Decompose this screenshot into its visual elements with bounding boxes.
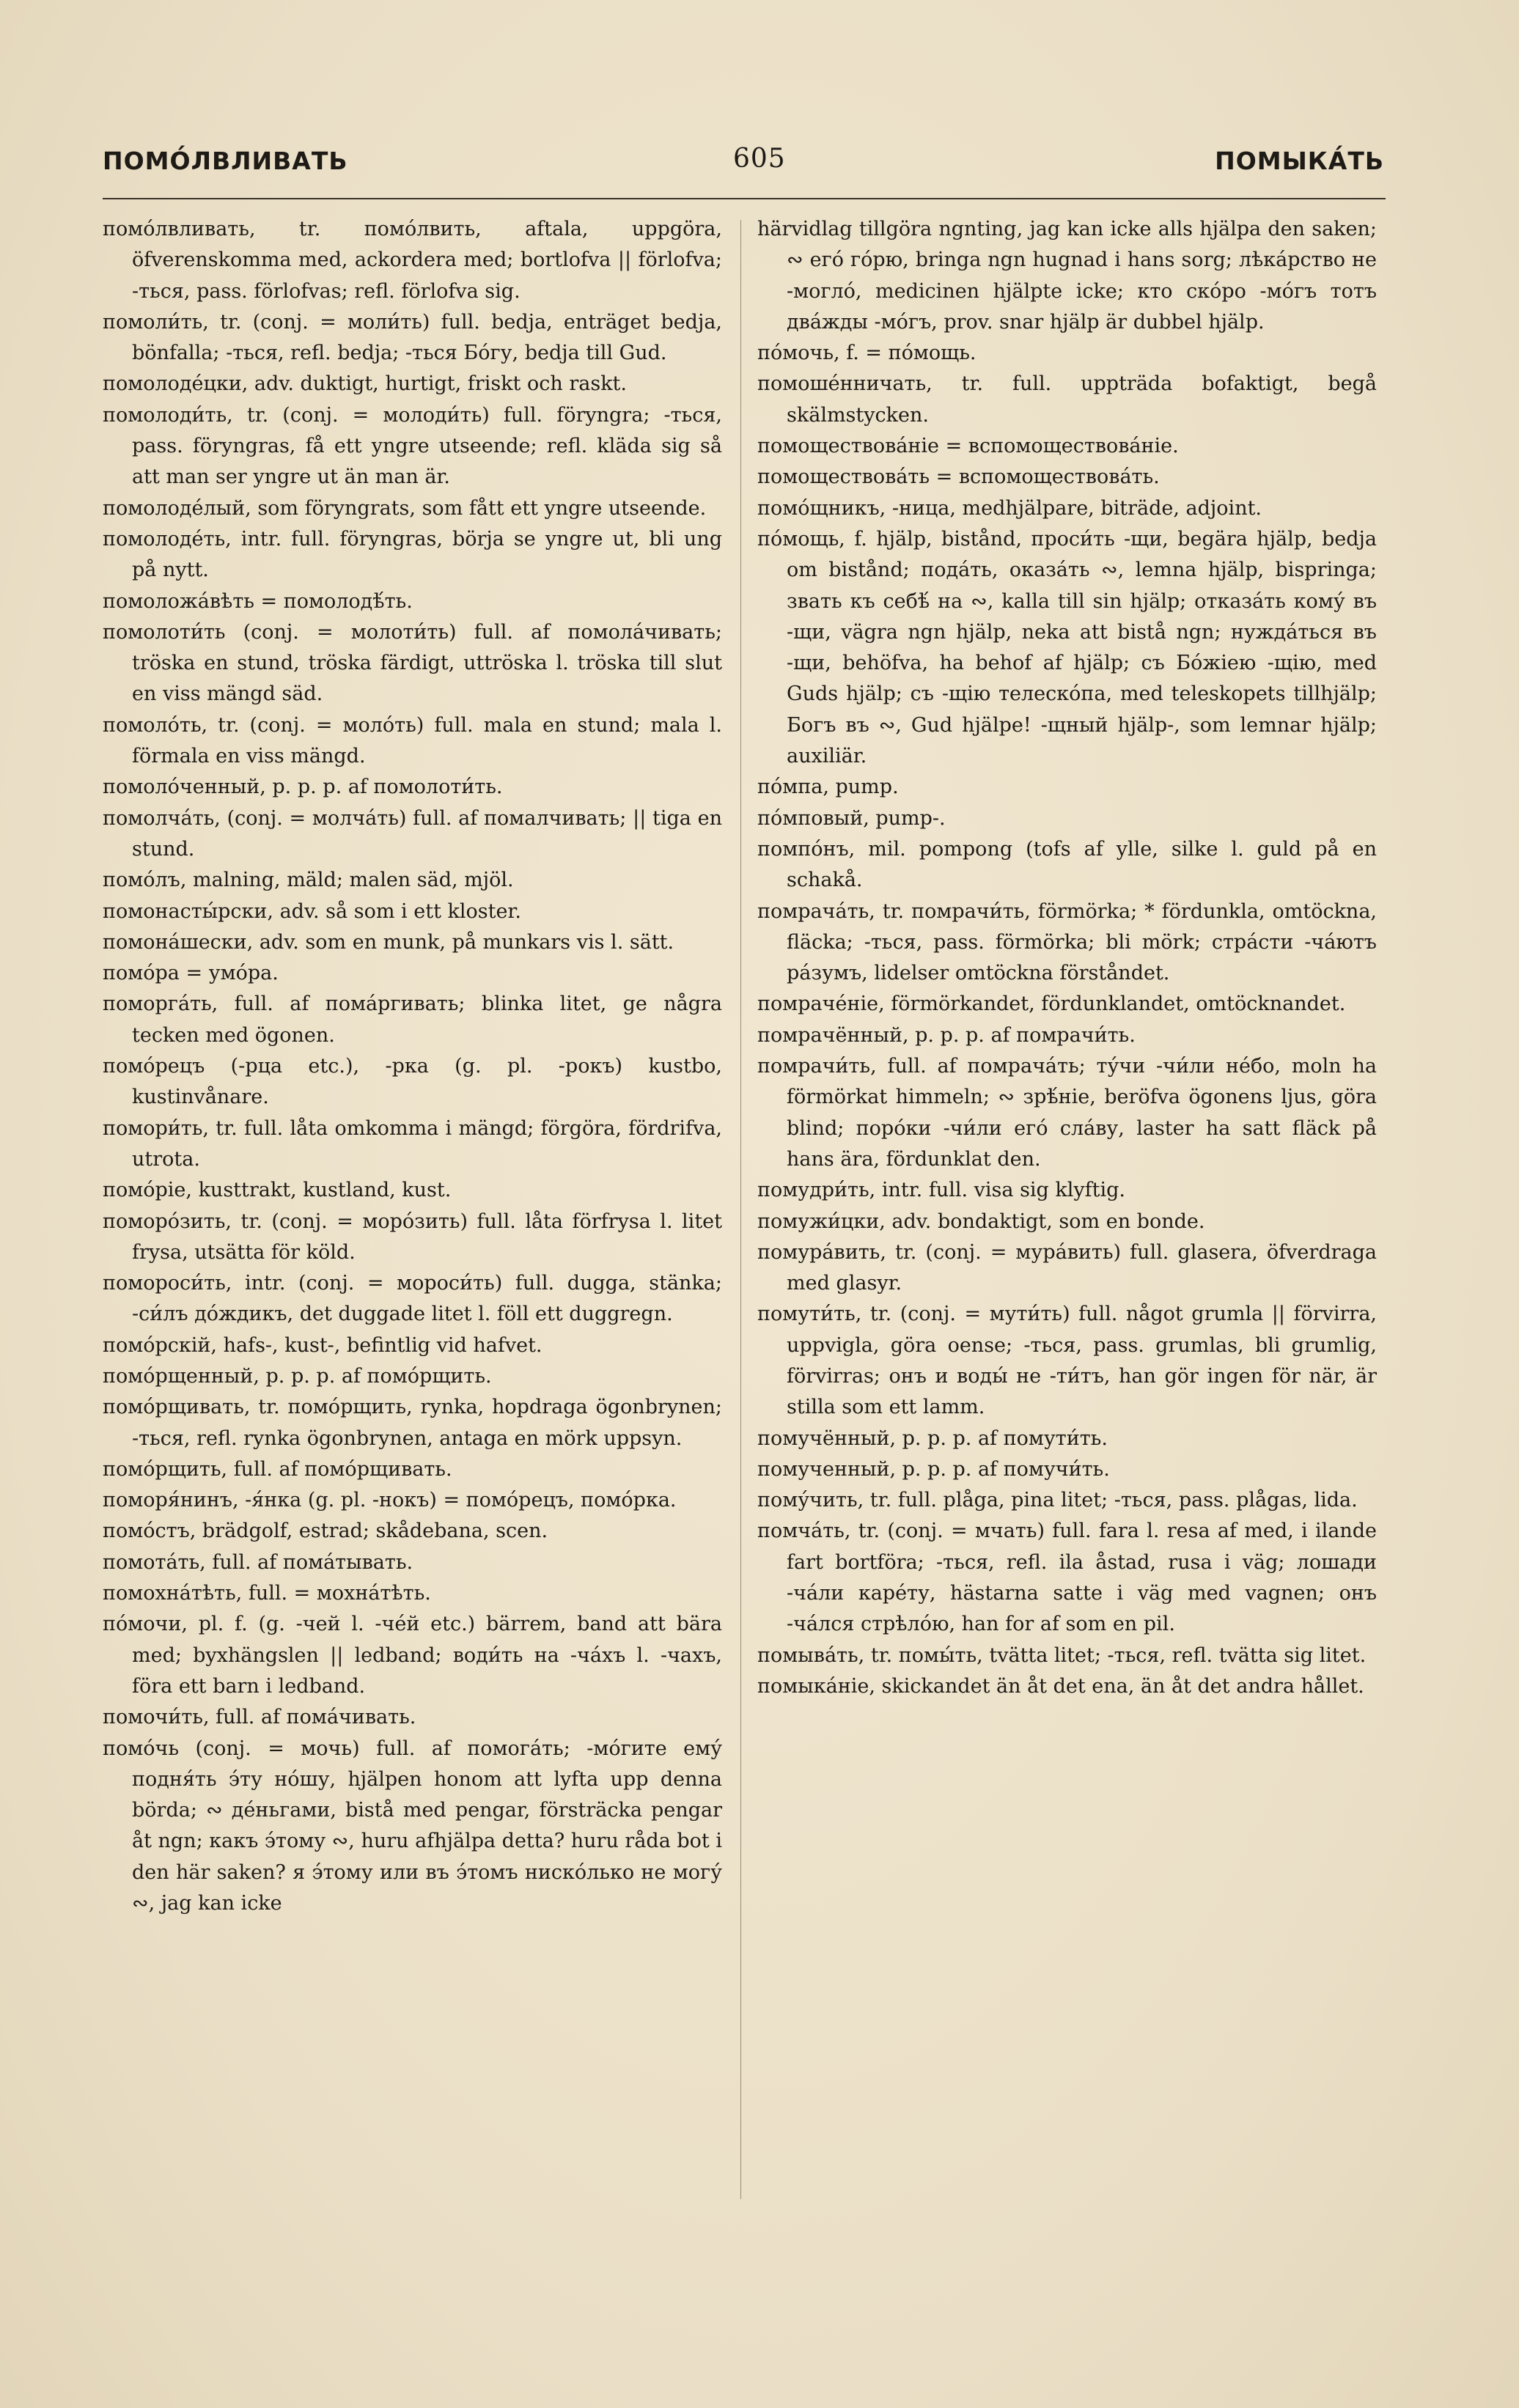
entry: поморо́зить, tr. (conj. = моро́зить) full. låta förfrysa l. litet frysa, utsätta för köld. (103, 1209, 722, 1264)
entry: помолоде́лый, som föryngrats, som fått ett yngre utseende. (103, 496, 707, 520)
entry: помраче́нiе, förmörkandet, fördunklandet, omtöcknandet. (757, 993, 1346, 1016)
entry: по́мповый, pump-. (757, 806, 946, 830)
entry: помоло́ченный, p. p. p. af помолоти́ть. (103, 776, 503, 799)
entry: помучённый, p. p. p. af помути́ть. (757, 1426, 1108, 1450)
entry: помори́ть, tr. full. låta omkomma i mängd; förgöra, fördrifva, utrota. (103, 1116, 722, 1171)
header-right-word: ПОМЫКА́ТЬ (1215, 147, 1384, 175)
entry: помоществова́нiе = вспомоществова́нiе. (757, 435, 1179, 458)
entry: помоли́ть, tr. (conj. = моли́ть) full. bedja, enträget bedja, bönfalla; -ться, refl. bedja; -ться Бо́гу, bedja till Gud. (103, 310, 722, 365)
entry: помудри́ть, intr. full. visa sig klyftig. (757, 1179, 1126, 1202)
column-divider (740, 220, 741, 2199)
entry: härvidlag tillgöra ngnting, jag kan icke alls hjälpa den saken; ∾ его́ го́рю, bringa ngn hugnad i hans sorg; лѣка́рство не -могло́, medicinen hjälpte icke; кто ско́ро -мо́гъ тотъ два́жды -мо́гъ, prov. snar hjälp är dubbel hjälp. (757, 218, 1377, 334)
entry: помо́рie, kusttrakt, kustland, kust. (103, 1179, 452, 1202)
entry: по́мощь, f. hjälp, bistånd, проси́ть -щи, begära hjälp, bedja om bistånd; пода́ть, оказа́ть ∾, lemna hjälp, bispringa; звать къ себѣ́ на ∾, kalla till sin hjälp; отказа́ть кому́ въ -щи, vägra ngn hjälp, neka att bistå ngn; нужда́ться въ -щи, behöfva, ha behof af hjälp; съ Бо́жiею -щiю, med Guds hjälp; съ -щiю телеско́па, med teleskopets tillhjälp; Богъ въ ∾, Gud hjälpe! -щный hjälp-, som lemnar hjälp; auxiliär. (757, 527, 1377, 768)
entry: помолча́ть, (conj. = молча́ть) full. af помалчивать; || tiga en stund. (103, 806, 722, 861)
entry: помура́вить, tr. (conj. = мура́вить) full. glasera, öfverdraga med glasyr. (757, 1240, 1377, 1295)
entry: помоществова́ть = вспомоществова́ть. (757, 465, 1160, 489)
entry: помученный, p. p. p. af помучи́ть. (757, 1457, 1110, 1481)
entry: помо́рщивать, tr. помо́рщить, rynka, hopdraga ögonbrynen; -ться, refl. rynka ögonbrynen, antaga en mörk uppsyn. (103, 1396, 722, 1450)
entry: помороси́ть, intr. (conj. = мороси́ть) full. dugga, stänka; -си́лъ до́ждикъ, det duggade litet l. föll ett duggregn. (103, 1272, 722, 1326)
entry: помо́рскiй, hafs-, kust-, befintlig vid hafvet. (103, 1333, 542, 1357)
entry: помыка́нiе, skickandet än åt det ena, än åt det andra hållet. (757, 1674, 1364, 1698)
left-column (103, 214, 722, 1919)
entry: помохна́тѣть, full. = мохна́тѣть. (103, 1582, 431, 1605)
entry: помолоти́ть (conj. = молоти́ть) full. af помола́чивать; tröska en stund, tröska färdigt, uttröska l. tröska till slut en viss mängd säd. (103, 620, 722, 706)
entry: пому́чить, tr. full. plåga, pina litet; -ться, pass. plågas, lida. (757, 1489, 1358, 1512)
header-rule (103, 198, 1386, 199)
entry: помо́рщенный, p. p. p. af помо́рщить. (103, 1364, 492, 1388)
entry: по́мпа, pump. (757, 776, 899, 799)
entry: помрачённый, p. p. p. af помрачи́ть. (757, 1023, 1136, 1047)
entry: помужи́цки, adv. bondaktigt, som en bonde. (757, 1209, 1205, 1233)
entry: помоло́ть, tr. (conj. = моло́ть) full. mala en stund; mala l. förmala en viss mängd. (103, 713, 722, 768)
entry: по́мочи, pl. f. (g. -чей l. -че́й etc.) bärrem, band att bära med; byxhängslen || ledband; води́ть на -ча́хъ l. -чахъ, föra ett barn i ledband. (103, 1613, 722, 1698)
entry: помути́ть, tr. (conj. = мути́ть) full. något grumla || förvirra, uppvigla, göra oense; -ться, pass. grumlas, bli grumlig, förvirras; онъ и воды́ не -ти́тъ, han gör ingen för när, är stilla som ett lamm. (757, 1303, 1377, 1419)
entry: помо́лвливать, tr. помо́лвить, aftala, uppgöra, öfverenskomma med, ackordera med; bortlofva || förlofva; -ться, pass. förlofvas; refl. förlofva sig. (103, 218, 722, 303)
entry: помо́стъ, brädgolf, estrad; skådebana, scen. (103, 1520, 548, 1543)
entry: помча́ть, tr. (conj. = мчать) full. fara l. resa af med, i ilande fart bortföra; -ться, refl. ila åstad, rusa i väg; лошади -ча́ли каре́ту, hästarna satte i väg med vagnen; онъ -ча́лся стрѣло́ю, han for af som en pil. (757, 1520, 1377, 1636)
entry: помо́рецъ (-рца etc.), -рка (g. pl. -рокъ) kustbo, kustinvånare. (103, 1055, 722, 1109)
entry: по́мочь, f. = по́мощь. (757, 342, 976, 365)
entry: помоложа́вѣть = помолодѣ́ть. (103, 589, 413, 613)
entry: помпо́нъ, mil. pompong (tofs af ylle, silke l. guld på en schakå. (757, 837, 1377, 892)
entry: помона́шески, adv. som en munk, på munkars vis l. sätt. (103, 930, 674, 954)
entry: помыва́ть, tr. помы́ть, tvätta litet; -ться, refl. tvätta sig litet. (757, 1643, 1367, 1667)
entry: помолоде́цки, adv. duktigt, hurtigt, friskt och raskt. (103, 372, 627, 396)
entry: помо́щникъ, -ница, medhjälpare, biträde, adjoint. (757, 496, 1262, 520)
entry: помо́чь (conj. = мочь) full. af помога́ть; -мо́гите ему́ подня́ть э́ту но́шу, hjälpen honom att lyfta upp denna börda; ∾ де́ньгами, bistå med pengar, försträcka pengar åt ngn; какъ э́тому ∾, huru afhjälpa detta? huru råda bot i den här saken? я э́тому или въ э́томъ ниско́лько не могу́ ∾, jag kan icke (103, 1737, 723, 1915)
right-column (757, 214, 1377, 1702)
entry: помо́ра = умо́ра. (103, 962, 279, 985)
entry: помрачи́ть, full. af помрача́ть; ту́чи -чи́ли не́бо, moln ha förmörkat himmeln; ∾ зрѣ́нiе, beröfva ögonens ljus, göra blind; поро́ки -чи́ли его́ сла́ву, laster ha satt fläck på hans ära, fördunklat den. (757, 1055, 1377, 1171)
entry: помочи́ть, full. af пома́чивать. (103, 1706, 416, 1729)
entry: помонасты́рски, adv. så som i ett kloster. (103, 899, 521, 923)
entry: помрача́ть, tr. помрачи́ть, förmörka; * fördunkla, omtöckna, fläcka; -ться, pass. förmörka; bli mörk; стра́сти -ча́ютъ ра́зумъ, lidelser omtöckna förståndet. (757, 899, 1377, 985)
entry: помоpя́нинъ, -я́нка (g. pl. -нокъ) = помо́рецъ, помо́рка. (103, 1489, 677, 1512)
entry: помо́рщить, full. af помо́рщивать. (103, 1457, 452, 1481)
entry: помоше́нничать, tr. full. uppträda bofaktigt, begå skälmstycken. (757, 372, 1377, 427)
entry: помо́лъ, malning, mäld; malen säd, mjöl. (103, 869, 514, 892)
entry: поморга́ть, full. af пома́ргивать; blinka litet, ge några tecken med ögonen. (103, 993, 722, 1047)
entry: помолоде́ть, intr. full. föryngras, börja se yngre ut, bli ung på nytt. (103, 527, 722, 582)
header-left-word: ПОМО́ЛВЛИВАТЬ (103, 147, 348, 175)
page-number: 605 (733, 144, 786, 174)
entry: помота́ть, full. af пома́тывать. (103, 1550, 413, 1574)
entry: помолоди́ть, tr. (conj. = молоди́ть) full. föryngra; -ться, pass. föryngras, få ett yngre utseende; refl. kläda sig så att man ser yngre ut än man är. (103, 403, 722, 489)
